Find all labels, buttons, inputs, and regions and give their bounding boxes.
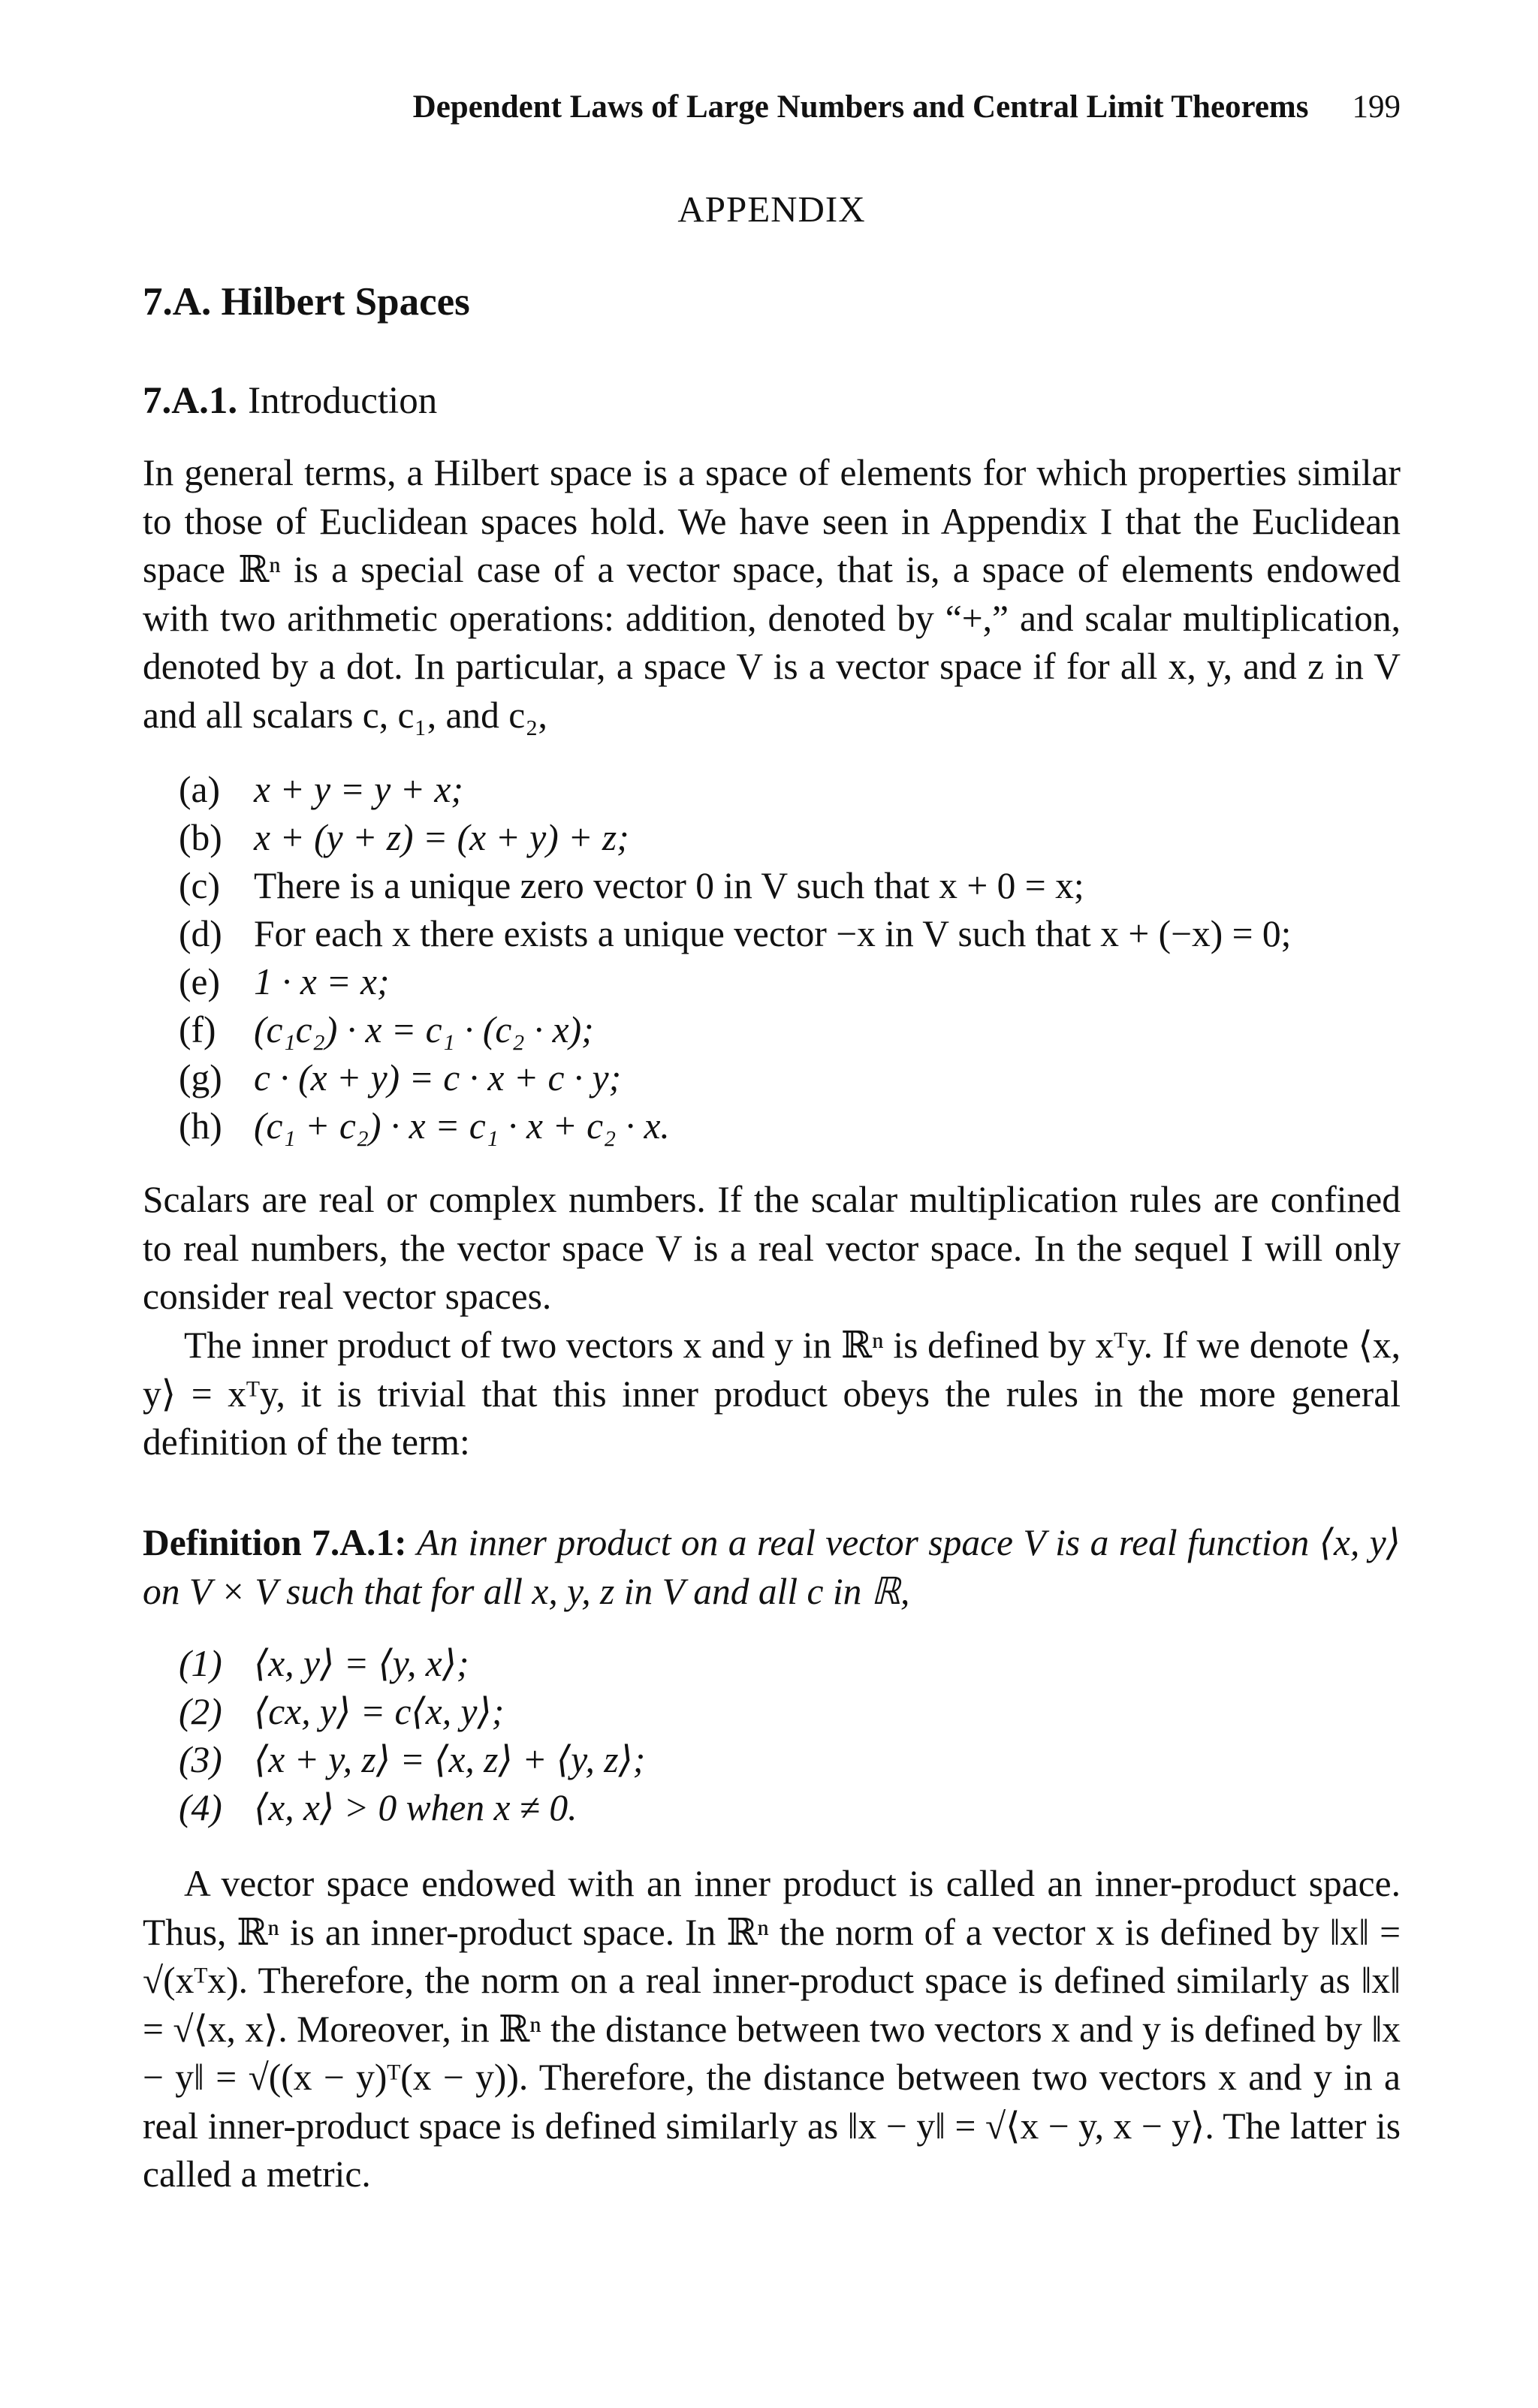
- subsection-heading: [143, 379, 437, 423]
- page-number: 199: [1352, 89, 1401, 125]
- list-item: [179, 1688, 645, 1736]
- running-header: [143, 89, 1401, 125]
- inner-product-paragraph: The inner product of two vectors x and y in ℝⁿ is defined by xᵀy. If we denote ⟨x, y⟩ = xᵀy, it is trivial that this inner product obeys the rules in the more general definition of the term:: [143, 1325, 1401, 1463]
- item-text: x + y = y + x;: [254, 769, 463, 810]
- scalars-paragraph: Scalars are real or complex numbers. If the scalar multiplication rules are confined to real numbers, the vector space V is a real vector space. In the sequel I will only consider real vector spaces.: [143, 1179, 1401, 1317]
- list-item: [179, 766, 1291, 814]
- section-title-text: Hilbert Spaces: [221, 280, 470, 324]
- item-text: (c₁ + c₂) · x = c₁ · x + c₂ · x.: [254, 1105, 670, 1147]
- item-text: (c₁c₂) · x = c₁ · (c₂ · x);: [254, 1009, 594, 1050]
- item-label: (g): [179, 1057, 222, 1099]
- item-text: ⟨cx, y⟩ = c⟨x, y⟩;: [254, 1691, 505, 1732]
- definition-label: Definition 7.A.1:: [143, 1522, 407, 1563]
- list-item: [179, 1102, 1291, 1150]
- vector-space-axioms-list: [179, 766, 1291, 1150]
- list-item: [179, 1736, 645, 1784]
- list-item: [179, 1784, 645, 1832]
- list-item: [179, 1006, 1291, 1054]
- list-item: [179, 958, 1291, 1006]
- item-label: (d): [179, 913, 222, 954]
- item-text: 1 · x = x;: [254, 961, 390, 1002]
- item-label: (3): [179, 1739, 222, 1780]
- definition-text: An inner product on a real vector space V is a real function ⟨x, y⟩ on V × V such that for all x, y, z in V and all c in ℝ,: [143, 1522, 1401, 1612]
- appendix-heading: APPENDIX: [677, 188, 866, 230]
- list-item: [179, 1640, 645, 1688]
- item-label: (h): [179, 1105, 222, 1147]
- item-label: (f): [179, 1009, 216, 1050]
- list-item: [179, 862, 1291, 910]
- item-label: (e): [179, 961, 220, 1002]
- section-heading: [143, 279, 470, 324]
- item-label: (a): [179, 769, 220, 810]
- item-text: ⟨x + y, z⟩ = ⟨x, z⟩ + ⟨y, z⟩;: [254, 1739, 646, 1780]
- inner-product-space-paragraph: A vector space endowed with an inner product is called an inner-product space. Thus, ℝⁿ is an inner-product space. In ℝⁿ the norm of a vector x is defined by ‖x‖ = √(xᵀx). Therefore, the norm on a real inner-product space is defined similarly as ‖x‖ = √⟨x, x⟩. Moreover, in ℝⁿ the distance between two vectors x and y is defined by ‖x − y‖ = √((x − y)ᵀ(x − y)). Therefore, the distance between two vectors x and y in a real inner-product space is defined similarly as ‖x − y‖ = √⟨x − y, x − y⟩. The latter is called a metric.: [143, 1863, 1401, 2195]
- item-label: (b): [179, 817, 222, 858]
- list-item: [179, 814, 1291, 862]
- item-text: For each x there exists a unique vector −x in V such that x + (−x) = 0;: [254, 913, 1292, 954]
- subsection-title-text: Introduction: [248, 380, 438, 422]
- item-text: x + (y + z) = (x + y) + z;: [254, 817, 629, 858]
- item-text: ⟨x, x⟩ > 0 when x ≠ 0.: [254, 1787, 578, 1828]
- item-text: There is a unique zero vector 0 in V such that x + 0 = x;: [254, 865, 1084, 906]
- running-title: Dependent Laws of Large Numbers and Central Limit Theorems: [412, 89, 1309, 125]
- definition-block: [143, 1519, 1401, 1616]
- item-text: ⟨x, y⟩ = ⟨y, x⟩;: [254, 1643, 469, 1684]
- item-label: (1): [179, 1643, 222, 1684]
- list-item: [179, 1054, 1291, 1102]
- section-number: 7.A.: [143, 280, 212, 324]
- subsection-number: 7.A.1.: [143, 380, 238, 422]
- intro-paragraph: In general terms, a Hilbert space is a space of elements for which properties similar to those of Euclidean spaces hold. We have seen in Appendix I that the Euclidean space ℝⁿ is a special case of a vector space, that is, a space of elements endowed with two arithmetic operations: addition, denoted by “+,” and scalar multiplication, denoted by a dot. In particular, a space V is a vector space if for all x, y, and z in V and all scalars c, c₁, and c₂,: [143, 452, 1401, 736]
- item-label: (4): [179, 1787, 222, 1828]
- item-label: (2): [179, 1691, 222, 1732]
- item-text: c · (x + y) = c · x + c · y;: [254, 1057, 622, 1099]
- definition-items-list: [179, 1640, 645, 1832]
- list-item: [179, 910, 1291, 958]
- item-label: (c): [179, 865, 220, 906]
